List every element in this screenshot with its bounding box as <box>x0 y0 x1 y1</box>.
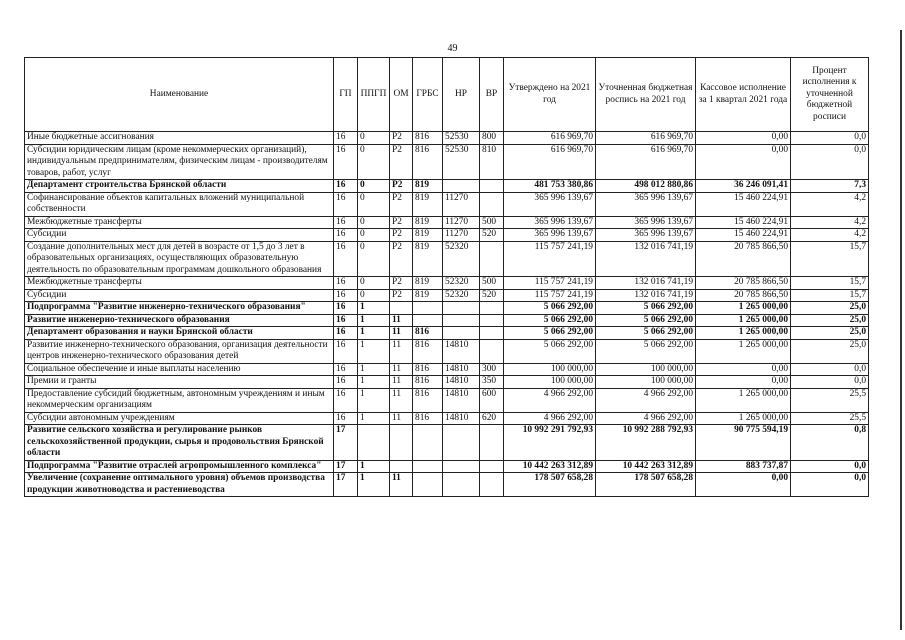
cell-grbs <box>413 302 443 315</box>
cell-vr <box>480 327 504 340</box>
cell-name: Департамент строительства Брянской области <box>25 180 334 193</box>
header-ppgp: ППГП <box>358 58 390 132</box>
cell-vr <box>480 473 504 497</box>
cell-gp: 16 <box>334 241 358 277</box>
cell-refined: 132 016 741,19 <box>596 289 696 302</box>
cell-gp: 16 <box>334 229 358 242</box>
cell-approved: 4 966 292,00 <box>504 388 596 412</box>
cell-cash: 883 737,87 <box>696 460 791 473</box>
cell-approved: 616 969,70 <box>504 132 596 145</box>
cell-nr: 52320 <box>443 289 480 302</box>
cell-cash: 0,00 <box>696 363 791 376</box>
table-row <box>25 180 869 193</box>
cell-vr <box>480 339 504 363</box>
table-row <box>25 388 869 412</box>
cell-cash: 1 265 000,00 <box>696 327 791 340</box>
cell-gp: 16 <box>334 363 358 376</box>
cell-vr <box>480 314 504 327</box>
table-row <box>25 314 869 327</box>
cell-approved: 481 753 380,86 <box>504 180 596 193</box>
cell-om <box>390 460 413 473</box>
cell-gp: 16 <box>334 216 358 229</box>
cell-grbs: 819 <box>413 229 443 242</box>
cell-grbs: 816 <box>413 339 443 363</box>
cell-ppgp: 1 <box>358 363 390 376</box>
cell-nr <box>443 314 480 327</box>
cell-nr: 14810 <box>443 376 480 389</box>
cell-cash: 1 265 000,00 <box>696 388 791 412</box>
cell-name: Развитие инженерно-технического образования, организация деятельности центров инженерно-технического образования детей <box>25 339 334 363</box>
cell-gp: 16 <box>334 376 358 389</box>
cell-gp: 16 <box>334 327 358 340</box>
cell-ppgp: 1 <box>358 314 390 327</box>
header-nr: НР <box>443 58 480 132</box>
cell-gp: 16 <box>334 302 358 315</box>
cell-refined: 498 012 880,86 <box>596 180 696 193</box>
cell-om: Р2 <box>390 289 413 302</box>
cell-name: Премии и гранты <box>25 376 334 389</box>
cell-grbs: 819 <box>413 289 443 302</box>
cell-refined: 178 507 658,28 <box>596 473 696 497</box>
cell-vr: 810 <box>480 144 504 180</box>
cell-ppgp: 0 <box>358 192 390 216</box>
cell-approved: 4 966 292,00 <box>504 412 596 425</box>
cell-cash: 1 265 000,00 <box>696 412 791 425</box>
cell-cash: 1 265 000,00 <box>696 339 791 363</box>
cell-percent: 25,0 <box>791 314 869 327</box>
cell-percent: 25,5 <box>791 412 869 425</box>
cell-name: Предоставление субсидий бюджетным, автономным учреждениям и иным некоммерческим организациям <box>25 388 334 412</box>
table-row <box>25 363 869 376</box>
cell-percent: 0,0 <box>791 144 869 180</box>
cell-nr <box>443 302 480 315</box>
cell-nr: 52320 <box>443 241 480 277</box>
cell-gp: 16 <box>334 339 358 363</box>
table-row <box>25 229 869 242</box>
table-row <box>25 302 869 315</box>
cell-ppgp: 0 <box>358 132 390 145</box>
cell-ppgp: 0 <box>358 289 390 302</box>
cell-om: 11 <box>390 473 413 497</box>
cell-nr: 52530 <box>443 144 480 180</box>
cell-name: Софинансирование объектов капитальных вложений муниципальной собственности <box>25 192 334 216</box>
cell-ppgp: 1 <box>358 339 390 363</box>
cell-refined: 10 442 263 312,89 <box>596 460 696 473</box>
cell-om: 11 <box>390 314 413 327</box>
cell-cash: 20 785 866,50 <box>696 277 791 290</box>
cell-gp: 17 <box>334 473 358 497</box>
header-om: ОМ <box>390 58 413 132</box>
table-row <box>25 289 869 302</box>
cell-grbs <box>413 314 443 327</box>
cell-gp: 17 <box>334 425 358 461</box>
header-percent: Процент исполнения к уточненной бюджетной росписи <box>791 58 869 132</box>
cell-vr <box>480 302 504 315</box>
cell-vr <box>480 460 504 473</box>
cell-ppgp <box>358 425 390 461</box>
cell-gp: 16 <box>334 277 358 290</box>
cell-name: Создание дополнительных мест для детей в возрасте от 1,5 до 3 лет в образовательных организациях, осуществляющих образовательную деятельность по образовательным программам дошкольного образования <box>25 241 334 277</box>
cell-approved: 616 969,70 <box>504 144 596 180</box>
cell-gp: 16 <box>334 180 358 193</box>
cell-approved: 178 507 658,28 <box>504 473 596 497</box>
cell-om <box>390 425 413 461</box>
table-row <box>25 132 869 145</box>
cell-cash: 1 265 000,00 <box>696 314 791 327</box>
header-cash: Кассовое исполнение за 1 квартал 2021 года <box>696 58 791 132</box>
cell-ppgp: 1 <box>358 302 390 315</box>
cell-name: Субсидии юридическим лицам (кроме некоммерческих организаций), индивидуальным предпринимателям, физическим лицам - производителям товаров, работ, услуг <box>25 144 334 180</box>
cell-vr <box>480 425 504 461</box>
table-row <box>25 192 869 216</box>
cell-refined: 100 000,00 <box>596 363 696 376</box>
cell-name: Субсидии <box>25 229 334 242</box>
cell-approved: 115 757 241,19 <box>504 241 596 277</box>
cell-om: 11 <box>390 388 413 412</box>
cell-nr <box>443 425 480 461</box>
cell-ppgp: 1 <box>358 388 390 412</box>
cell-refined: 132 016 741,19 <box>596 277 696 290</box>
cell-nr: 14810 <box>443 339 480 363</box>
cell-nr: 52320 <box>443 277 480 290</box>
cell-ppgp: 0 <box>358 229 390 242</box>
cell-percent: 25,0 <box>791 327 869 340</box>
cell-cash: 0,00 <box>696 132 791 145</box>
cell-refined: 616 969,70 <box>596 144 696 180</box>
cell-nr: 52530 <box>443 132 480 145</box>
cell-vr: 800 <box>480 132 504 145</box>
cell-om: 11 <box>390 363 413 376</box>
cell-om: 11 <box>390 339 413 363</box>
cell-cash: 20 785 866,50 <box>696 241 791 277</box>
header-grbs: ГРБС <box>413 58 443 132</box>
cell-nr: 11270 <box>443 229 480 242</box>
cell-name: Субсидии <box>25 289 334 302</box>
cell-refined: 4 966 292,00 <box>596 388 696 412</box>
cell-grbs: 819 <box>413 277 443 290</box>
cell-grbs: 819 <box>413 180 443 193</box>
cell-grbs <box>413 425 443 461</box>
cell-cash: 15 460 224,91 <box>696 216 791 229</box>
table-row <box>25 376 869 389</box>
cell-refined: 4 966 292,00 <box>596 412 696 425</box>
cell-gp: 16 <box>334 314 358 327</box>
cell-cash: 36 246 091,41 <box>696 180 791 193</box>
cell-grbs <box>413 460 443 473</box>
cell-om: Р2 <box>390 144 413 180</box>
cell-cash: 15 460 224,91 <box>696 192 791 216</box>
cell-refined: 616 969,70 <box>596 132 696 145</box>
cell-nr <box>443 327 480 340</box>
cell-vr: 300 <box>480 363 504 376</box>
cell-refined: 5 066 292,00 <box>596 314 696 327</box>
cell-nr <box>443 473 480 497</box>
cell-refined: 5 066 292,00 <box>596 302 696 315</box>
cell-approved: 100 000,00 <box>504 376 596 389</box>
cell-refined: 10 992 288 792,93 <box>596 425 696 461</box>
cell-percent: 25,0 <box>791 302 869 315</box>
cell-grbs: 816 <box>413 327 443 340</box>
cell-percent: 4,2 <box>791 229 869 242</box>
cell-vr: 350 <box>480 376 504 389</box>
cell-grbs: 816 <box>413 144 443 180</box>
cell-gp: 16 <box>334 289 358 302</box>
cell-percent: 0,0 <box>791 132 869 145</box>
cell-nr: 14810 <box>443 363 480 376</box>
cell-gp: 17 <box>334 460 358 473</box>
table-row <box>25 412 869 425</box>
cell-approved: 5 066 292,00 <box>504 327 596 340</box>
cell-gp: 16 <box>334 388 358 412</box>
table-header-row <box>25 58 869 132</box>
cell-nr <box>443 180 480 193</box>
cell-cash: 0,00 <box>696 473 791 497</box>
header-name: Наименование <box>25 58 334 132</box>
cell-vr: 600 <box>480 388 504 412</box>
cell-approved: 365 996 139,67 <box>504 192 596 216</box>
table-row <box>25 425 869 461</box>
cell-refined: 100 000,00 <box>596 376 696 389</box>
table-row <box>25 460 869 473</box>
cell-approved: 5 066 292,00 <box>504 302 596 315</box>
cell-om: 11 <box>390 327 413 340</box>
cell-grbs: 816 <box>413 412 443 425</box>
cell-vr: 620 <box>480 412 504 425</box>
budget-table <box>24 57 869 497</box>
header-refined: Уточненная бюджетная роспись на 2021 год <box>596 58 696 132</box>
cell-ppgp: 1 <box>358 376 390 389</box>
cell-ppgp: 1 <box>358 327 390 340</box>
cell-om: Р2 <box>390 216 413 229</box>
cell-gp: 16 <box>334 192 358 216</box>
cell-cash: 90 775 594,19 <box>696 425 791 461</box>
cell-approved: 115 757 241,19 <box>504 289 596 302</box>
cell-approved: 5 066 292,00 <box>504 339 596 363</box>
cell-approved: 10 992 291 792,93 <box>504 425 596 461</box>
cell-gp: 16 <box>334 132 358 145</box>
cell-refined: 132 016 741,19 <box>596 241 696 277</box>
cell-om: 11 <box>390 376 413 389</box>
cell-om: Р2 <box>390 192 413 216</box>
cell-refined: 365 996 139,67 <box>596 216 696 229</box>
cell-ppgp: 0 <box>358 180 390 193</box>
cell-om: Р2 <box>390 229 413 242</box>
cell-cash: 15 460 224,91 <box>696 229 791 242</box>
cell-percent: 0,8 <box>791 425 869 461</box>
table-row <box>25 277 869 290</box>
cell-grbs: 816 <box>413 132 443 145</box>
cell-percent: 25,5 <box>791 388 869 412</box>
header-approved: Утверждено на 2021 год <box>504 58 596 132</box>
cell-percent: 4,2 <box>791 216 869 229</box>
cell-vr: 500 <box>480 277 504 290</box>
cell-grbs: 819 <box>413 192 443 216</box>
cell-approved: 10 442 263 312,89 <box>504 460 596 473</box>
cell-approved: 5 066 292,00 <box>504 314 596 327</box>
cell-vr <box>480 241 504 277</box>
cell-percent: 15,7 <box>791 241 869 277</box>
cell-nr: 11270 <box>443 192 480 216</box>
cell-cash: 20 785 866,50 <box>696 289 791 302</box>
cell-ppgp: 0 <box>358 216 390 229</box>
cell-ppgp: 0 <box>358 241 390 277</box>
cell-name: Социальное обеспечение и иные выплаты населению <box>25 363 334 376</box>
cell-refined: 365 996 139,67 <box>596 229 696 242</box>
cell-approved: 100 000,00 <box>504 363 596 376</box>
cell-percent: 15,7 <box>791 289 869 302</box>
cell-om: 11 <box>390 412 413 425</box>
cell-vr: 520 <box>480 289 504 302</box>
table-row <box>25 216 869 229</box>
cell-grbs <box>413 473 443 497</box>
cell-om: Р2 <box>390 132 413 145</box>
cell-vr: 500 <box>480 216 504 229</box>
cell-ppgp: 0 <box>358 144 390 180</box>
table-row <box>25 339 869 363</box>
page-number: 49 <box>447 43 458 54</box>
cell-nr: 14810 <box>443 388 480 412</box>
cell-percent: 25,0 <box>791 339 869 363</box>
cell-om <box>390 302 413 315</box>
table-row <box>25 473 869 497</box>
cell-refined: 5 066 292,00 <box>596 339 696 363</box>
cell-grbs: 816 <box>413 376 443 389</box>
cell-om: Р2 <box>390 277 413 290</box>
cell-name: Межбюджетные трансферты <box>25 277 334 290</box>
cell-nr <box>443 460 480 473</box>
cell-name: Развитие инженерно-технического образования <box>25 314 334 327</box>
cell-grbs: 816 <box>413 363 443 376</box>
table-row <box>25 144 869 180</box>
cell-grbs: 819 <box>413 216 443 229</box>
cell-vr <box>480 192 504 216</box>
cell-nr: 14810 <box>443 412 480 425</box>
cell-percent: 0,0 <box>791 473 869 497</box>
cell-refined: 365 996 139,67 <box>596 192 696 216</box>
cell-percent: 15,7 <box>791 277 869 290</box>
cell-cash: 1 265 000,00 <box>696 302 791 315</box>
cell-gp: 16 <box>334 412 358 425</box>
cell-percent: 4,2 <box>791 192 869 216</box>
cell-percent: 7,3 <box>791 180 869 193</box>
cell-gp: 16 <box>334 144 358 180</box>
cell-name: Подпрограмма "Развитие инженерно-технического образования" <box>25 302 334 315</box>
page-edge-line <box>900 30 902 630</box>
cell-nr: 11270 <box>443 216 480 229</box>
cell-approved: 365 996 139,67 <box>504 216 596 229</box>
cell-approved: 115 757 241,19 <box>504 277 596 290</box>
cell-refined: 5 066 292,00 <box>596 327 696 340</box>
cell-om: Р2 <box>390 180 413 193</box>
cell-name: Увеличение (сохранение оптимального уровня) объемов производства продукции животноводства и растениеводства <box>25 473 334 497</box>
header-vr: ВР <box>480 58 504 132</box>
cell-grbs: 816 <box>413 388 443 412</box>
cell-approved: 365 996 139,67 <box>504 229 596 242</box>
cell-ppgp: 0 <box>358 277 390 290</box>
cell-ppgp: 1 <box>358 460 390 473</box>
cell-name: Межбюджетные трансферты <box>25 216 334 229</box>
cell-ppgp: 1 <box>358 473 390 497</box>
table-row <box>25 241 869 277</box>
cell-name: Департамент образования и науки Брянской области <box>25 327 334 340</box>
cell-percent: 0,0 <box>791 363 869 376</box>
cell-percent: 0,0 <box>791 460 869 473</box>
cell-name: Иные бюджетные ассигнования <box>25 132 334 145</box>
cell-cash: 0,00 <box>696 144 791 180</box>
cell-om: Р2 <box>390 241 413 277</box>
cell-vr <box>480 180 504 193</box>
cell-cash: 0,00 <box>696 376 791 389</box>
cell-name: Субсидии автономным учреждениям <box>25 412 334 425</box>
cell-vr: 520 <box>480 229 504 242</box>
table-body <box>25 132 869 497</box>
cell-name: Подпрограмма "Развитие отраслей агропромышленного комплекса" <box>25 460 334 473</box>
header-gp: ГП <box>334 58 358 132</box>
cell-grbs: 819 <box>413 241 443 277</box>
cell-name: Развитие сельского хозяйства и регулирование рынков сельскохозяйственной продукции, сырья и продовольствия Брянской области <box>25 425 334 461</box>
table-row <box>25 327 869 340</box>
cell-percent: 0,0 <box>791 376 869 389</box>
cell-ppgp: 1 <box>358 412 390 425</box>
